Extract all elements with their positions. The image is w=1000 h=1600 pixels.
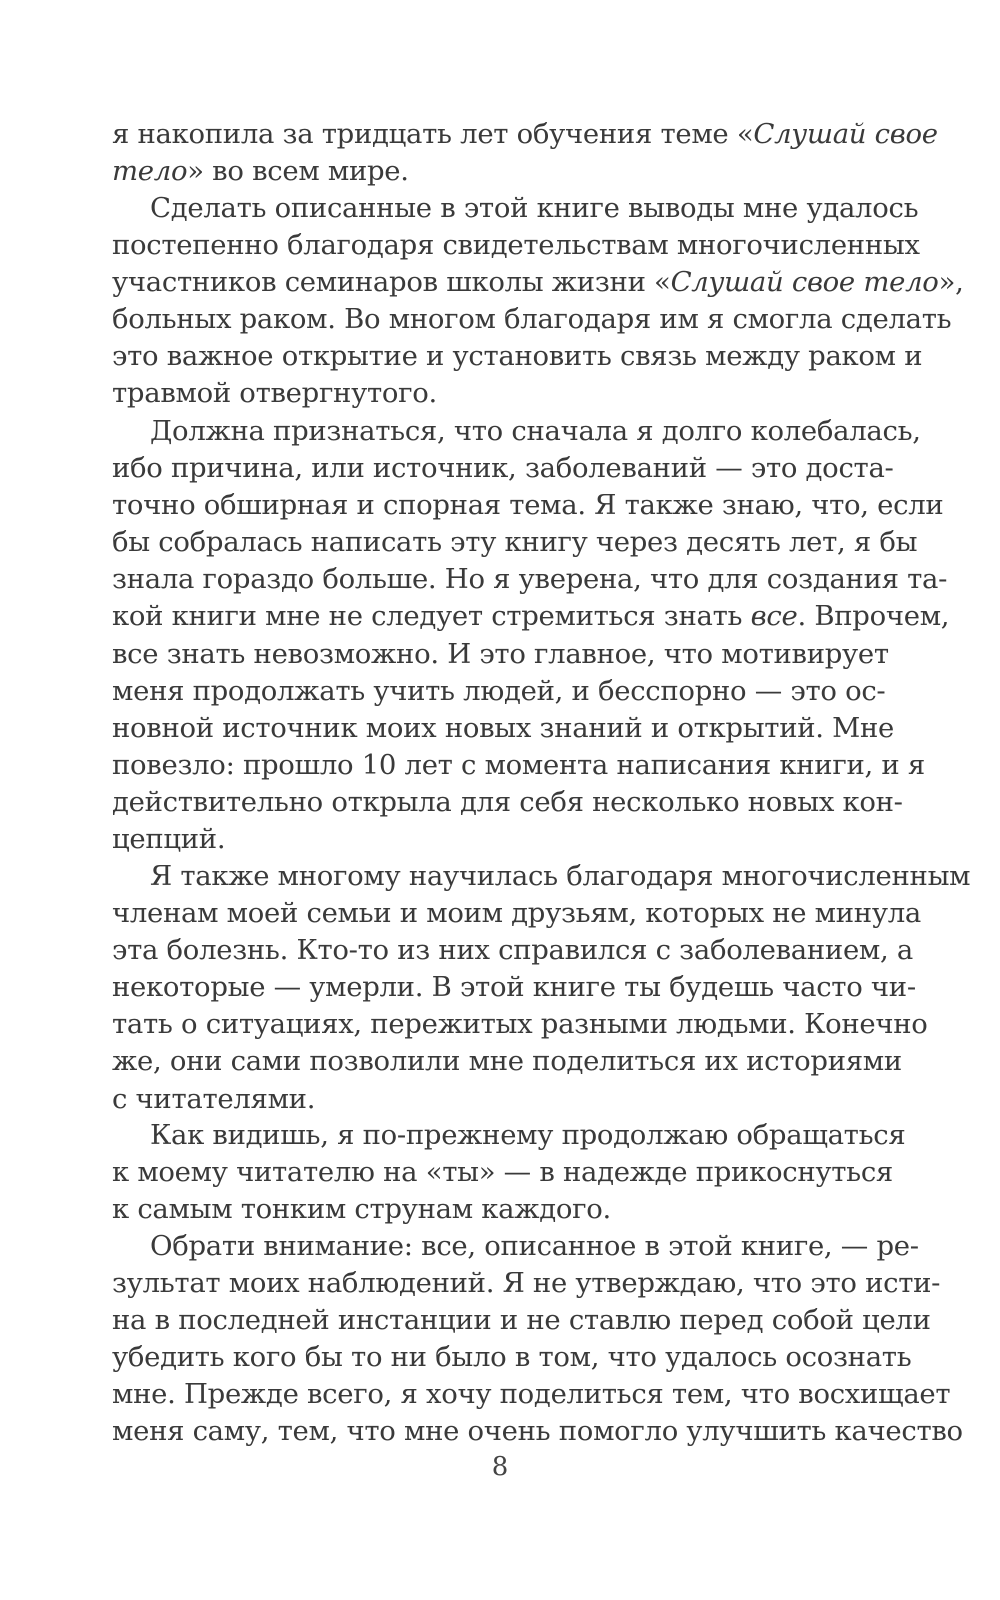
text-run: к моему читателю на «ты» — в надежде прикоснуться — [112, 1156, 893, 1189]
paragraph — [112, 858, 971, 1118]
text-run: Обрати внимание: все, описанное в этой книге, — ре- — [150, 1230, 919, 1262]
text-run: Я также многому научилась благодаря многочисленным — [150, 860, 971, 892]
text-run: Сделать описанные в этой книге выводы мне удалось — [150, 192, 919, 224]
text-run: Должна признаться, что сначала я долго колебалась, — [150, 415, 921, 447]
text-line — [112, 1043, 902, 1080]
text-line — [112, 858, 971, 895]
text-line — [112, 895, 921, 932]
text-run: я накопила за тридцать лет обучения теме « — [112, 118, 754, 150]
text-line — [112, 1006, 928, 1043]
text-run: меня саму, тем, что мне очень помогло улучшить качество — [112, 1415, 963, 1448]
italic-text-run: Слушай свое — [753, 118, 938, 150]
text-line — [112, 747, 925, 784]
paragraph — [112, 116, 938, 190]
text-line — [112, 784, 903, 821]
text-line — [112, 1376, 951, 1413]
text-run: точно обширная и спорная тема. Я также знаю, что, если — [112, 489, 944, 522]
text-line — [112, 561, 948, 598]
paragraph — [112, 1228, 963, 1451]
text-line — [112, 821, 872, 858]
text-run: кой книги мне не следует стремиться знать — [112, 600, 751, 633]
text-run: новной источник моих новых знаний и открытий. Мне — [112, 711, 895, 744]
paragraph — [112, 190, 964, 413]
text-line — [112, 1413, 963, 1450]
text-line — [112, 413, 921, 450]
text-line — [112, 1154, 893, 1191]
text-line — [112, 375, 872, 412]
text-line — [112, 932, 913, 969]
text-line — [112, 673, 886, 710]
text-run: цепций. — [112, 823, 226, 856]
text-run: знала гораздо больше. Но я уверена, что для создания та- — [112, 563, 948, 596]
text-run: . Впрочем, — [797, 600, 950, 633]
paragraph — [112, 413, 950, 858]
text-run: меня продолжать учить людей, и бесспорно — это ос- — [112, 674, 886, 707]
text-line — [112, 264, 964, 301]
text-line — [112, 487, 944, 524]
text-run: мне. Прежде всего, я хочу поделиться тем, что восхищает — [112, 1378, 951, 1411]
text-line — [112, 1191, 872, 1228]
text-line — [112, 636, 889, 673]
page-number: 8 — [491, 1452, 509, 1482]
text-run: бы собралась написать эту книгу через десять лет, я бы — [112, 526, 918, 559]
text-line — [112, 1117, 906, 1154]
text-line — [112, 1339, 912, 1376]
italic-text-run: все — [750, 600, 798, 633]
text-line — [112, 1302, 931, 1339]
text-line — [112, 153, 872, 190]
text-run: », — [938, 266, 964, 299]
text-run: же, они сами позволили мне поделиться их историями — [112, 1045, 902, 1078]
text-run: это важное открытие и установить связь между раком и — [112, 340, 923, 373]
text-run: травмой отвергнутого. — [112, 377, 437, 410]
text-line — [112, 598, 950, 635]
text-line — [112, 969, 916, 1006]
text-line — [112, 338, 923, 375]
text-run: участников семинаров школы жизни « — [112, 266, 671, 299]
text-line — [112, 710, 895, 747]
text-run: тать о ситуациях, пережитых разными людьми. Конечно — [112, 1008, 928, 1041]
text-run: убедить кого бы то ни было в том, что удалось осознать — [112, 1341, 912, 1374]
italic-text-run: Слушай свое тело — [670, 266, 939, 299]
text-run: ибо причина, или источник, заболеваний — это доста- — [112, 452, 894, 485]
text-run: эта болезнь. Кто-то из них справился с заболеванием, а — [112, 934, 913, 967]
text-line — [112, 1081, 872, 1118]
italic-text-run: тело — [112, 155, 188, 188]
text-run: больных раком. Во многом благодаря им я смогла сделать — [112, 303, 952, 336]
text-line — [112, 524, 918, 561]
text-run: действительно открыла для себя несколько новых кон- — [112, 785, 903, 818]
text-line — [112, 227, 920, 264]
text-run: Как видишь, я по-прежнему продолжаю обращаться — [150, 1119, 906, 1151]
text-run: некоторые — умерли. В этой книге ты будешь часто чи- — [112, 971, 916, 1004]
text-run: на в последней инстанции и не ставлю перед собой цели — [112, 1304, 931, 1337]
text-line — [112, 116, 938, 153]
text-run: членам моей семьи и моим друзьям, которых не минула — [112, 897, 921, 930]
text-run: все знать невозможно. И это главное, что мотивирует — [112, 637, 889, 670]
paragraph — [112, 1117, 906, 1228]
text-line — [112, 1265, 941, 1302]
text-line — [112, 450, 894, 487]
text-line — [112, 190, 919, 227]
text-run: к самым тонким струнам каждого. — [112, 1193, 611, 1226]
text-line — [112, 1228, 919, 1265]
text-line — [112, 301, 952, 338]
text-run: » во всем мире. — [187, 155, 409, 188]
text-run: зультат моих наблюдений. Я не утверждаю, что это исти- — [112, 1267, 941, 1300]
text-run: с читателями. — [112, 1082, 316, 1115]
text-run: постепенно благодаря свидетельствам многочисленных — [112, 229, 920, 262]
text-run: повезло: прошло 10 лет с момента написания книги, и я — [112, 748, 925, 781]
